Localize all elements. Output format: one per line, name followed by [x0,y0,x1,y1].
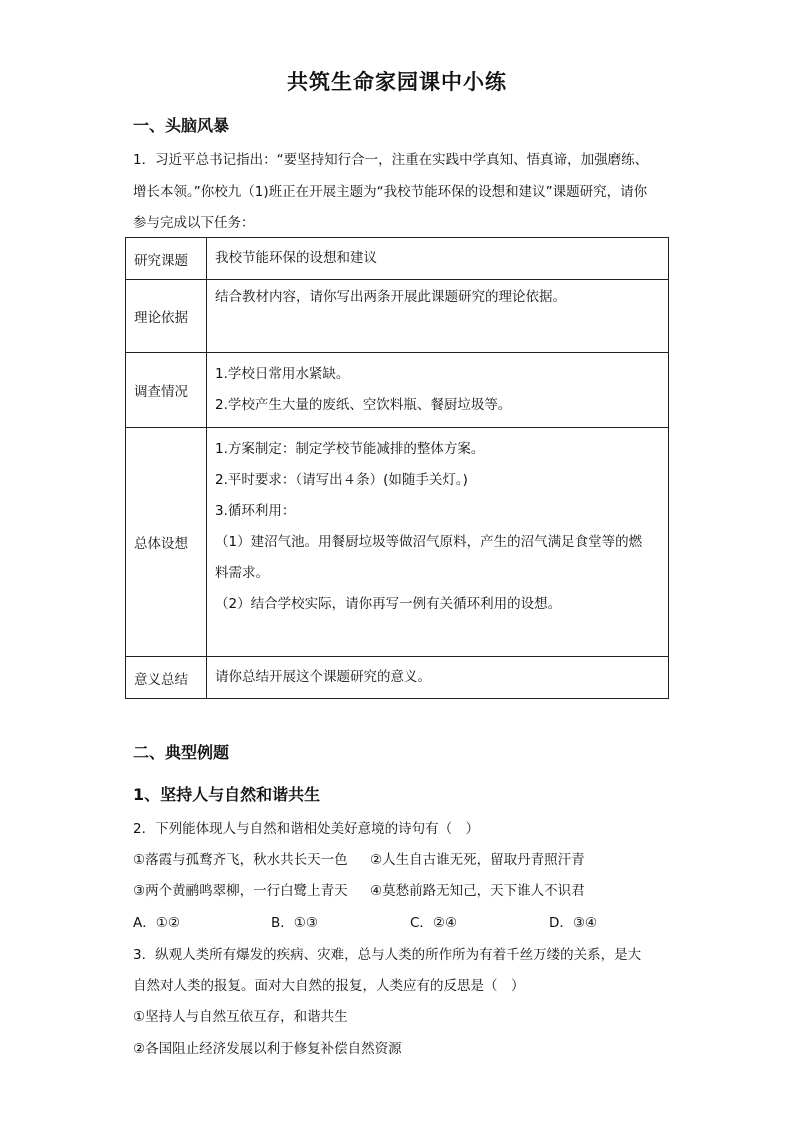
table-row [126,657,669,699]
table-text: （1）建沼气池。用餐厨垃圾等做沼气原料，产生的沼气满足食堂等的燃 [215,534,643,550]
question-2-option-a: A．①② [133,915,180,931]
question-2-option-c: C．②④ [410,915,458,931]
row-content-theory [207,280,669,353]
page-title: 共筑生命家园课中小练 [287,70,507,94]
table-text: （2）结合学校实际，请你再写一例有关循环利用的设想。 [215,596,562,612]
table-row [126,353,669,428]
row-label-theory: 理论依据 [126,280,207,353]
question-2-choice-4: ④莫愁前路无知己，天下谁人不识君 [370,883,585,899]
table-text: 3.循环利用： [215,503,296,519]
question-1-line-3: 参与完成以下任务： [133,215,255,231]
row-label-significance: 意义总结 [126,657,207,699]
table-text: 料需求。 [215,565,269,581]
table-text: 1.方案制定：制定学校节能减排的整体方案。 [215,441,485,457]
question-3-statement-2: ②各国阻止经济发展以利于修复补偿自然资源 [133,1041,402,1057]
research-task-table [125,237,669,699]
question-1-line-2: 增长本领。”你校九（1)班正在开展主题为“我校节能环保的设想和建议”课题研究，请你 [133,184,648,200]
subsection-heading-harmony: 1、坚持人与自然和谐共生 [133,785,321,804]
table-text: 我校节能环保的设想和建议 [215,250,377,266]
row-content-plan [207,428,669,657]
row-label-plan: 总体设想 [126,428,207,657]
section-heading-brainstorm: 一、头脑风暴 [133,116,230,135]
table-row [126,238,669,280]
question-1-line-1: 1．习近平总书记指出：“要坚持知行合一，注重在实践中学真知、悟真谛，加强磨练、 [133,152,649,168]
table-row [126,280,669,353]
row-content-survey [207,353,669,428]
question-2-choice-1: ①落霞与孤鹜齐飞，秋水共长天一色 [133,852,348,868]
question-2-option-d: D．③④ [549,915,598,931]
table-text: 2.平时要求：（请写出４条）(如随手关灯。) [215,472,468,488]
table-text: 1.学校日常用水紧缺。 [215,366,350,382]
table-row [126,428,669,657]
question-2-option-b: B．①③ [271,915,318,931]
row-content-topic [207,238,669,280]
table-text: 请你总结开展这个课题研究的意义。 [215,669,431,685]
question-3-statement-1: ①坚持人与自然互依互存，和谐共生 [133,1009,348,1025]
table-text: 2.学校产生大量的废纸、空饮料瓶、餐厨垃圾等。 [215,397,512,413]
row-content-significance [207,657,669,699]
question-2-choice-3: ③两个黄鹂鸣翠柳，一行白鹭上青天 [133,883,348,899]
row-label-topic: 研究课题 [126,238,207,280]
question-3-line-1: 3．纵观人类所有爆发的疾病、灾难，总与人类的所作所为有着千丝万缕的关系，是大 [133,947,642,963]
table-text: 结合教材内容，请你写出两条开展此课题研究的理论依据。 [215,289,566,305]
row-label-survey: 调查情况 [126,353,207,428]
question-2-choice-2: ②人生自古谁无死，留取丹青照汗青 [370,852,585,868]
question-2-stem: 2．下列能体现人与自然和谐相处美好意境的诗句有（ ） [133,821,480,837]
section-heading-examples: 二、典型例题 [133,743,230,762]
question-3-line-2: 自然对人类的报复。面对大自然的报复，人类应有的反思是（ ） [133,978,525,994]
